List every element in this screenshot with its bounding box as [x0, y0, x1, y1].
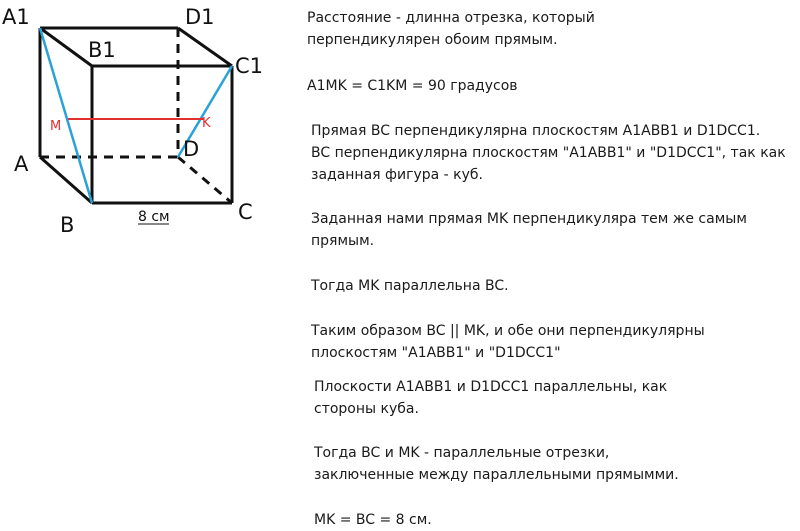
label-k: K — [202, 116, 211, 131]
text-p8-line1: Тогда BC и MK - параллельные отрезки, — [314, 445, 610, 461]
text-p3-line3: заданная фигура - куб. — [311, 167, 483, 183]
text-p1-line2: перпендикулярен обоим прямым. — [307, 32, 558, 48]
label-b1: B1 — [88, 38, 116, 62]
text-p6-line2: плоскостям "A1ABB1" и "D1DCC1" — [311, 345, 561, 361]
diagonal-a1-b — [40, 28, 92, 203]
text-p4-line2: прямым. — [311, 233, 375, 249]
edge-d-c — [178, 157, 232, 203]
text-p1-line1: Расстояние - длинна отрезка, который — [307, 10, 595, 26]
edge-length-label: 8 см — [138, 209, 170, 225]
label-c1: C1 — [235, 54, 264, 78]
label-d1: D1 — [185, 5, 215, 29]
text-p7-line1: Плоскости A1ABB1 и D1DCC1 параллельны, как — [314, 379, 668, 395]
label-a: A — [14, 152, 29, 176]
text-p8-line2: заключенные между параллельными прямымми. — [314, 467, 679, 483]
text-p4-line1: Заданная нами прямая MK перпендикуляра тем же самым — [311, 211, 747, 227]
label-d: D — [183, 137, 200, 161]
label-a1: A1 — [2, 5, 30, 29]
text-p3-line2: BC перпендикулярна плоскостям "A1ABB1" и "D1DCC1", так как — [311, 145, 786, 161]
cube-diagram — [0, 0, 290, 240]
text-p7-line2: стороны куба. — [314, 401, 419, 417]
edge-a1-b1 — [40, 28, 92, 66]
edge-d1-c1 — [178, 28, 232, 66]
text-p9: MK = BC = 8 см. — [314, 512, 432, 528]
text-p2: A1MK = C1KM = 90 градусов — [307, 78, 518, 94]
text-p6-line1: Таким образом BC || MK, и обе они перпендикулярны — [311, 323, 705, 339]
label-c: C — [238, 200, 253, 224]
label-m: M — [50, 119, 62, 134]
label-b: B — [60, 213, 75, 237]
text-p3-line1: Прямая BC перпендикулярна плоскостям A1ABB1 и D1DCC1. — [311, 123, 761, 139]
text-p5: Тогда MK параллельна BC. — [311, 278, 509, 294]
